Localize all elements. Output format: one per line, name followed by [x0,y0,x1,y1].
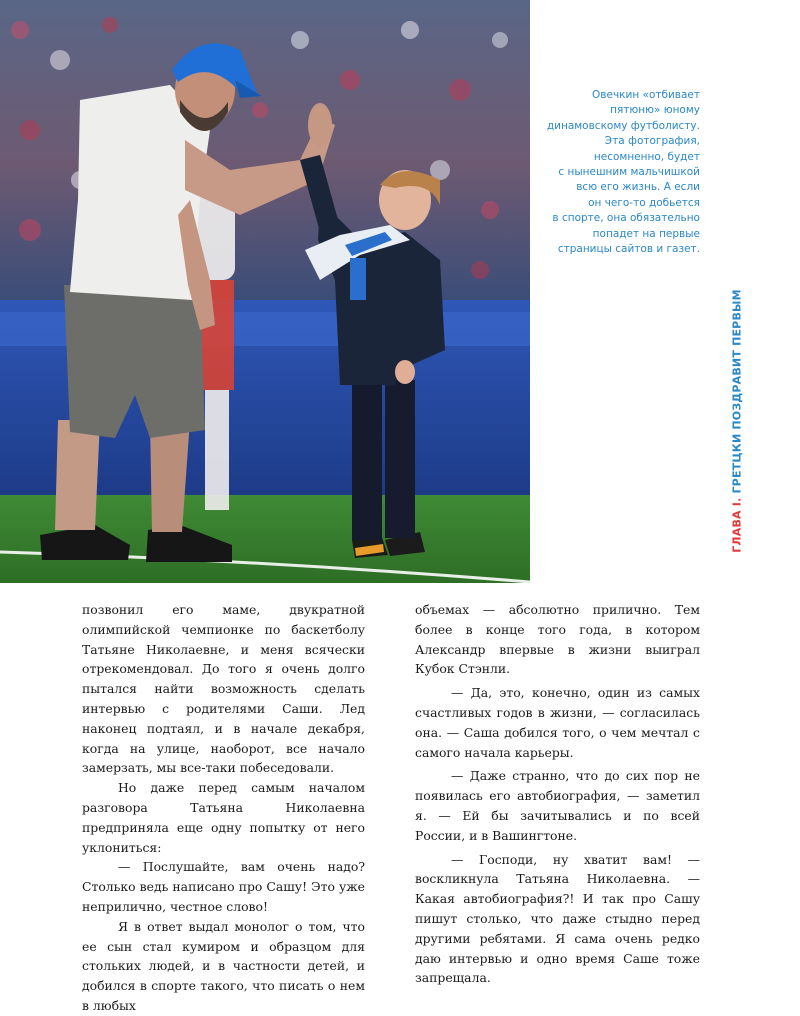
paragraph: объемах — абсолютно прилично. Тем более в конце того года, в котором Александр впервые в жизни выиграл Кубок Стэнли. [415,602,700,677]
caption-line: с нынешним мальчишкой [558,166,700,179]
paragraph: Но даже перед самым началом разговора Татьяна Николаевна предприняла еще одну попытку от него уклониться: [82,780,365,855]
paragraph: Я в ответ выдал монолог о том, что ее сын стал кумиром и образцом для стольких людей, и в частности детей, и добился в спорте такого, что писать о нем в любых [82,918,365,1013]
caption-line: всю его жизнь. А если [576,181,700,194]
photo-illustration [0,0,530,583]
caption-line: он чего-то добьется [588,196,700,209]
paragraph: — Да, это, конечно, один из самых счастливых годов в жизни, — согласилась она. — Саша добился того, о чем мечтал с самого начала карьеры. [415,685,700,760]
paragraph: позвонил его маме, двукратной олимпийской чемпионке по баскетболу Татьяне Николаевне, и меня всячески отрекомендовал. До того я очень долго пытался найти возможность сделать интервью с родителями Саши. Лед наконец подтаял, и в начале декабря, когда на улице, наоборот, все начало замерзать, мы все-таки побеседовали. [82,602,365,776]
caption-line: Овечкин «отбивает [592,89,700,101]
caption-line: динамовскому футболисту. [546,119,700,132]
photo-caption [540,88,700,257]
paragraph: — Господи, ну хватит вам! — воскликнула Татьяна Николаевна. — Какая автобиография?! И так про Сашу пишут столько, что даже стыдно перед другими ребятами. Я сама очень редко даю интервью и одно время Саше тоже запрещала. [415,851,700,986]
chapter-title: ГРЕТЦКИ ПОЗДРАВИТ ПЕРВЫМ [730,289,744,494]
photo [0,0,530,583]
running-head [728,289,746,553]
caption-line: в спорте, она обязательно [552,212,700,225]
paragraph: — Послушайте, вам очень надо? Столько ведь написано про Сашу! Это уже неприлично, честное слово! [82,859,365,914]
running-head-separator [731,494,744,498]
caption-line: пятюню» юному [610,104,700,117]
caption-line: страницы сайтов и газет. [557,243,700,256]
body-column-left [82,600,365,1016]
caption-line: несомненно, будет [593,150,700,163]
caption-line: попадет на первые [592,227,700,240]
body-column-right [415,600,700,988]
paragraph: — Даже странно, что до сих пор не появилась его автобиография, — заметил я. — Ей бы зачитывались и по всей России, и в Вашингтоне. [415,768,700,843]
caption-line: Эта фотография, [604,135,700,148]
chapter-label: ГЛАВА I. [730,497,744,553]
